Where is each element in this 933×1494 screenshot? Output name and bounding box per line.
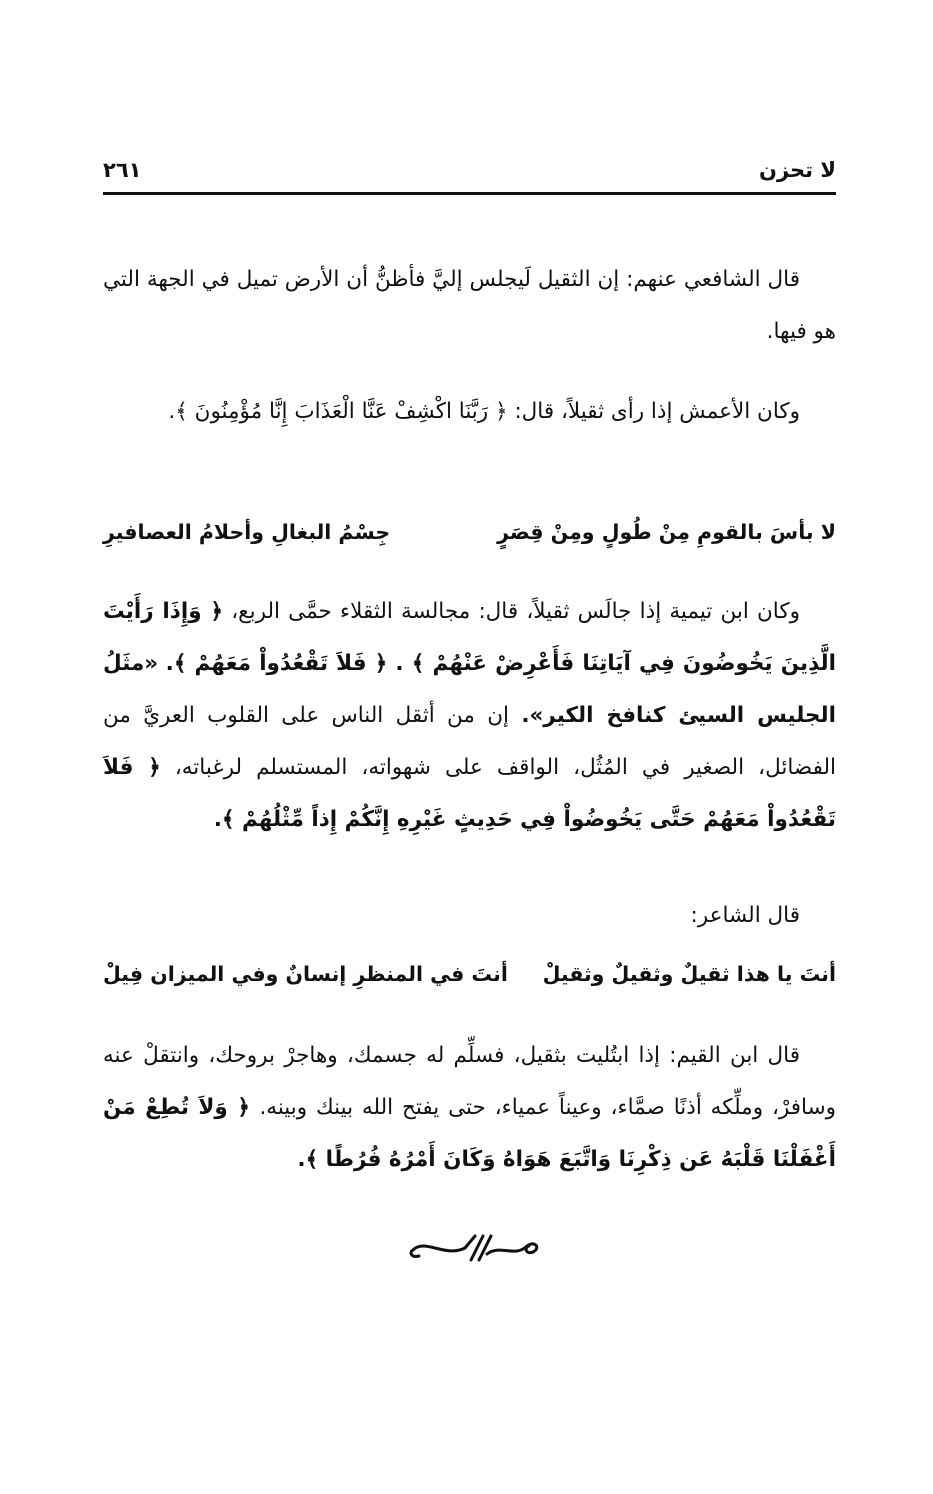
paragraph-text: قال الشاعر: [690,903,800,928]
paragraph-intro: وكان ابن تيمية إذا جالَس ثقيلاً، قال: مجالسة الثقلاء حمَّى الربع، [231,599,800,624]
paragraph-poet-intro [103,890,836,942]
page-number: ٢٦١ [103,158,142,182]
paragraph-body: قال ابن القيم: إذا ابتُليت بثقيل، فسلِّم له جسمك، وهاجرْ بروحك، وانتقلْ عنه وسافرْ، وملِّكه أذنًا صمَّاء، وعيناً عمياء، حتى يفتح الله بينك وبينه. [103,1043,836,1120]
paragraph-body: إن من أثقل الناس على القلوب العريَّ من الفضائل، الصغير في المُثُل، الواقف على شهواته، المستسلم لرغباته، [103,703,836,780]
paragraph-shafii [103,254,836,358]
verse-hemistich: أنتَ يا هذا ثقيلٌ وثقيلٌ وثقيلْ [542,962,836,986]
calligraphic-flourish-icon [405,1228,545,1268]
page-header [103,158,836,188]
paragraph-text [103,586,836,846]
hadith-quote: «مثَلُ الجليس السيئ كنافخ الكير». [103,651,836,728]
quran-quote: ﴿ وَلاَ تُطِعْ مَنْ أَغْفَلْنَا قَلْبَهُ عَن ذِكْرِنَا وَاتَّبَعَ هَوَاهُ وَكَانَ أَمْرُهُ فُرُطًا ﴾. [103,1095,836,1172]
running-title: لا تحزن [759,158,836,182]
header-rule [103,192,836,195]
paragraph-text: قال الشافعي عنهم: إن الثقيل لَيجلس إليَّ فأظنُّ أن الأرض تميل في الجهة التي هو فيها. [103,267,836,344]
paragraph-ibn-qayyim [103,1030,836,1186]
paragraph-text: وكان الأعمش إذا رأى ثقيلاً، قال: ﴿ رَبَّنَا اكْشِفْ عَنَّا الْعَذَابَ إِنَّا مُؤْمِنُونَ ﴾. [168,399,800,424]
verse-hemistich: أنتَ في المنظرِ إنسانٌ وفي الميزان فِيلْ [103,962,508,986]
verse-hemistich: لا بأسَ بالقومِ مِنْ طُولٍ ومِنْ قِصَرٍ [497,520,836,544]
verse-line-1 [103,520,836,560]
quran-quote: ﴿ فَلاَ تَقْعُدُواْ مَعَهُمْ حَتَّى يَخُوضُواْ فِي حَدِيثٍ غَيْرِهِ إِنَّكُمْ إِذاً مِّثْلُهُمْ ﴾. [103,755,836,832]
quran-quote: ﴿ وَإِذَا رَأَيْتَ الَّذِينَ يَخُوضُونَ فِي آيَاتِنَا فَأَعْرِضْ عَنْهُمْ ﴾ . ﴿ فَلاَ تَقْعُدُواْ مَعَهُمْ ﴾. [103,599,836,676]
paragraph-text [103,1030,836,1186]
verse-hemistich: جِسْمُ البغالِ وأحلامُ العصافيرِ [103,520,391,544]
paragraph-amash [103,386,836,438]
verse-line-2 [103,962,836,1002]
paragraph-ibn-taymiyya [103,586,836,846]
